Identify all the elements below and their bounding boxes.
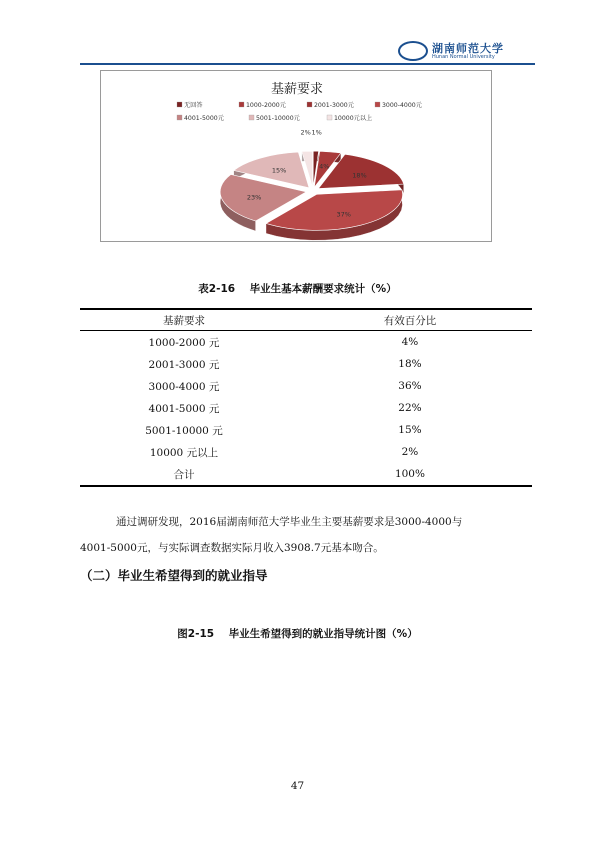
table-cell-percent: 100% [394,468,425,480]
table-cell-range: 3000-4000 元 [148,380,220,393]
pie-data-label: 2% [300,128,311,137]
table-header-percent: 有效百分比 [383,314,437,327]
pie-chart-svg [101,71,493,243]
legend-swatch [177,102,182,107]
table-header-row [80,309,532,331]
table-row [80,375,532,397]
section-heading: （二）毕业生希望得到的就业指导 [80,568,268,583]
legend-label: 5001-10000元 [256,115,300,122]
legend-label: 10000元以上 [334,115,373,122]
legend-label: 1000-2000元 [246,102,286,109]
table-cell-percent: 4% [401,336,419,348]
legend-swatch [375,102,380,107]
table-total-row [80,463,532,486]
legend-label: 2001-3000元 [314,102,354,109]
logo-text-cn: 湖南师范大学 [432,41,504,55]
table-cell-range: 合计 [173,468,195,481]
pie-data-label: 18% [352,171,367,180]
table-cell-range: 5001-10000 元 [145,424,223,437]
legend-label: 3000-4000元 [382,102,422,109]
table-cell-range: 10000 元以上 [149,446,219,459]
table-caption: 表2-16 毕业生基本薪酬要求统计（%） [198,283,397,295]
table-cell-percent: 15% [398,424,422,436]
paragraph-line-2: 4001-5000元，与实际调查数据实际月收入3908.7元基本吻合。 [80,542,384,554]
figure-caption: 图2-15 毕业生希望得到的就业指导统计图（%） [177,628,418,640]
header-rule [80,63,535,65]
table-cell-percent: 36% [398,380,422,392]
pie-data-label: 15% [271,166,287,175]
table-cell-percent: 2% [401,446,419,458]
legend-swatch [239,102,244,107]
legend-label: 4001-5000元 [184,115,224,122]
legend-swatch [327,115,332,120]
table-cell-range: 4001-5000 元 [148,402,220,415]
table-row [80,441,532,463]
legend-swatch [307,102,312,107]
pie-data-label: 1% [311,128,322,137]
legend-label: 无回答 [184,102,203,109]
table-row [80,331,532,354]
table-row [80,353,532,375]
pie-data-label: 23% [246,193,262,202]
university-seal-icon [398,41,428,61]
legend-swatch [177,115,182,120]
logo-text-en: Hunan Normal University [432,53,495,60]
table-cell-percent: 18% [398,358,422,370]
table-cell-range: 1000-2000 元 [148,336,220,349]
body-paragraph [80,509,535,561]
pie-data-label: 37% [336,210,351,219]
table-row [80,419,532,441]
page-number: 47 [290,780,305,792]
chart-title: 基薪要求 [270,82,324,97]
salary-pie-chart [100,70,492,242]
table-cell-percent: 22% [398,402,422,414]
table-row [80,397,532,419]
pie-data-label: 4% [319,162,330,171]
salary-table [80,308,532,487]
university-logo [398,40,538,62]
legend-swatch [249,115,254,120]
table-cell-range: 2001-3000 元 [148,358,220,371]
table-header-salary: 基薪要求 [162,314,205,327]
paragraph-line-1: 通过调研发现，2016届湖南师范大学毕业生主要基薪要求是3000-4000与 [116,516,463,528]
